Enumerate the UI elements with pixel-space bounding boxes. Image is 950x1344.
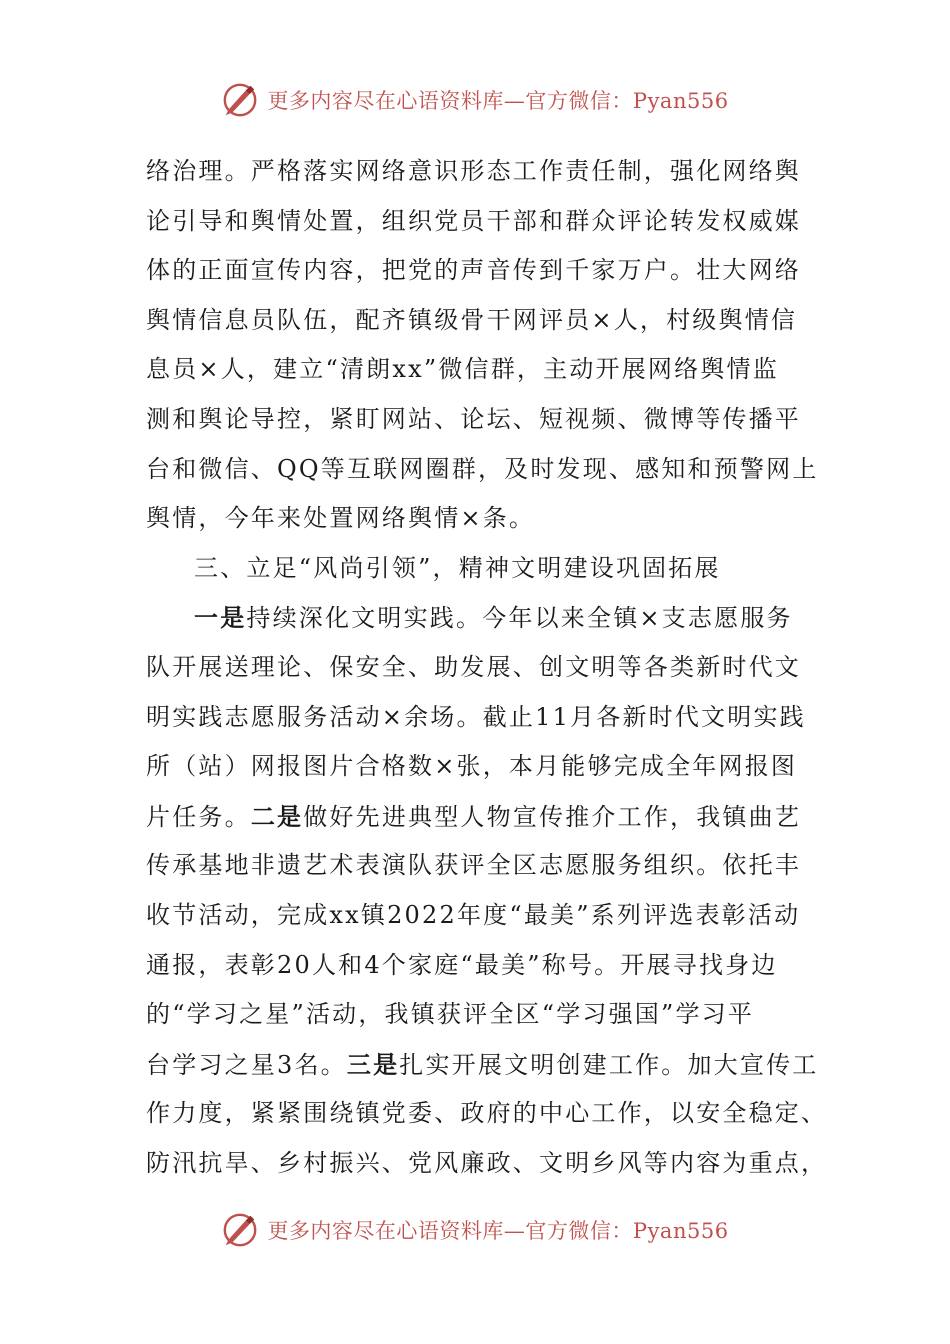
body-line: 测和舆论导控，紧盯网站、论坛、短视频、微博等传播平	[146, 404, 801, 433]
document-body	[146, 147, 828, 1188]
para2-line: 收节活动，完成xx镇2022年度“最美”系列评选表彰活动	[146, 900, 801, 929]
para2-text: 片任务。	[146, 802, 251, 831]
footer-watermark-text: 更多内容尽在心语资料库—官方微信：Pyan556	[267, 1219, 729, 1243]
pen-logo-icon	[221, 1211, 259, 1249]
body-line: 舆情信息员队伍，配齐镇级骨干网评员×人，村级舆情信	[146, 305, 798, 334]
para2-text: 做好先进典型人物宣传推介工作，我镇曲艺	[303, 802, 802, 831]
para2-line: 明实践志愿服务活动×余场。截止11月各新时代文明实践	[146, 702, 806, 731]
para2-text: 持续深化文明实践。今年以来全镇×支志愿服务	[246, 604, 793, 633]
para2-line: 队开展送理论、保安全、助发展、创文明等各类新时代文	[146, 652, 801, 681]
para2-line: 防汛抗旱、乡村振兴、党风廉政、文明乡风等内容为重点，	[146, 1148, 828, 1177]
body-line: 体的正面宣传内容，把党的声音传到千家万户。壮大网络	[146, 256, 801, 285]
para2-line	[146, 593, 808, 643]
pen-logo-icon	[221, 81, 259, 119]
body-line: 息员×人，建立“清朗xx”微信群，主动开展网络舆情监	[146, 355, 779, 384]
para2-line: 所（站）网报图片合格数×张，本月能够完成全年网报图	[146, 752, 798, 781]
body-line: 台和微信、QQ等互联网圈群，及时发现、感知和预警网上	[146, 454, 819, 483]
para2-line: 通报，表彰20人和4个家庭“最美”称号。开展寻找身边	[146, 950, 778, 979]
para2-text: 台学习之星3名。	[146, 1050, 347, 1079]
bold-marker: 二是	[250, 801, 304, 831]
header-watermark-banner	[0, 78, 950, 122]
header-watermark-text: 更多内容尽在心语资料库—官方微信：Pyan556	[267, 89, 729, 113]
para2-line: 的“学习之星”活动，我镇获评全区“学习强国”学习平	[146, 1000, 755, 1029]
para2-line	[146, 792, 808, 842]
body-line: 论引导和舆情处置，组织党员干部和群众评论转发权威媒	[146, 206, 801, 235]
para2-line: 传承基地非遗艺术表演队获评全区志愿服务组织。依托丰	[146, 851, 801, 880]
footer-watermark-banner	[0, 1208, 950, 1252]
body-line: 舆情，今年来处置网络舆情×条。	[146, 504, 536, 533]
para2-line	[146, 1040, 819, 1090]
section-heading: 三、立足“风尚引领”，精神文明建设巩固拓展	[194, 553, 721, 582]
para2-line: 作力度，紧紧围绕镇党委、政府的中心工作，以安全稳定、	[146, 1099, 828, 1128]
bold-marker: 一是	[194, 603, 247, 633]
para2-text: 扎实开展文明创建工作。加大宣传工	[399, 1050, 819, 1079]
bold-marker: 三是	[346, 1049, 400, 1079]
body-line: 络治理。严格落实网络意识形态工作责任制，强化网络舆	[146, 157, 801, 185]
